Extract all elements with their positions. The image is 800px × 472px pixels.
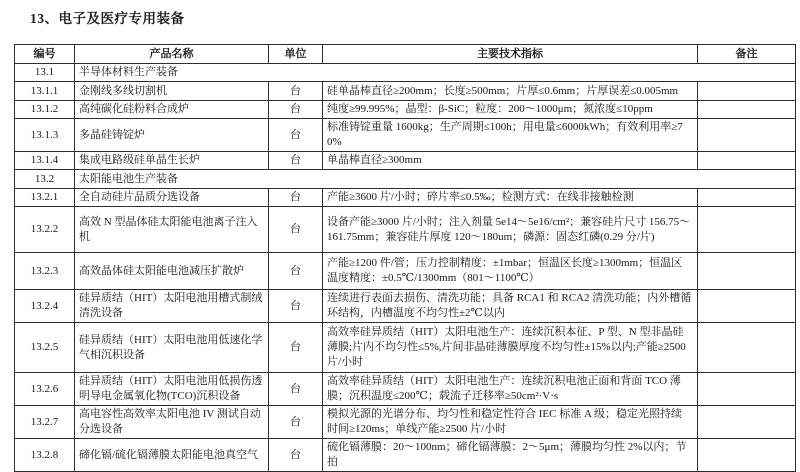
cell-product-name: 高电容性高效率太阳电池 IV 测试自动分选设备 (75, 406, 269, 439)
cell-id: 13.1.1 (15, 82, 75, 101)
cell-section-title: 半导体材料生产装备 (75, 64, 796, 82)
table-header-row (15, 45, 796, 64)
cell-unit: 台 (269, 406, 323, 439)
cell-unit: 台 (269, 439, 323, 472)
cell-product-name: 多晶硅铸锭炉 (75, 119, 269, 152)
cell-product-name: 硅异质结（HIT）太阳电池用低速化学气相沉积设备 (75, 323, 269, 373)
table-row (15, 290, 796, 323)
cell-unit: 台 (269, 101, 323, 119)
cell-unit: 台 (269, 207, 323, 253)
table-row (15, 207, 796, 253)
cell-section-title: 太阳能电池生产装备 (75, 170, 796, 189)
cell-note (698, 189, 796, 207)
cell-product-name: 高效 N 型晶体硅太阳能电池离子注入机 (75, 207, 269, 253)
cell-id: 13.2.7 (15, 406, 75, 439)
equipment-spec-table (14, 44, 796, 472)
page-title: 13、电子及医疗专用装备 (30, 11, 185, 26)
cell-note (698, 101, 796, 119)
cell-note (698, 119, 796, 152)
cell-product-name: 高效晶体硅太阳能电池减压扩散炉 (75, 253, 269, 290)
cell-spec: 产能≥1200 件/管；压力控制精度：±1mbar；恒温区长度≥1300mm；恒温区温度精度：±0.5℃/1300mm（801～1100℃） (323, 253, 698, 290)
table-row (15, 119, 796, 152)
header-spec: 主要技术指标 (323, 45, 698, 64)
header-product-name: 产品名称 (75, 45, 269, 64)
table-row-section (15, 64, 796, 82)
cell-spec: 设备产能≥3000 片/小时；注入剂量 5e14～5e16/cm²；兼容硅片尺寸 156.75～161.75mm；兼容硅片厚度 120～180um；磷源：固态红磷(0.29 分/片) (323, 207, 698, 253)
table-row (15, 373, 796, 406)
cell-unit: 台 (269, 152, 323, 170)
header-id: 编号 (15, 45, 75, 64)
cell-note (698, 253, 796, 290)
cell-id: 13.1.4 (15, 152, 75, 170)
cell-id: 13.1.3 (15, 119, 75, 152)
cell-id: 13.2 (15, 170, 75, 189)
cell-id: 13.2.2 (15, 207, 75, 253)
cell-note (698, 373, 796, 406)
cell-unit: 台 (269, 253, 323, 290)
cell-unit: 台 (269, 373, 323, 406)
cell-spec: 单晶棒直径≥300mm (323, 152, 698, 170)
cell-unit: 台 (269, 290, 323, 323)
cell-note (698, 152, 796, 170)
cell-product-name: 集成电路级硅单晶生长炉 (75, 152, 269, 170)
cell-product-name: 碲化镉/硫化镉薄膜太阳能电池真空气 (75, 439, 269, 472)
cell-spec: 模拟光源的光谱分布、均匀性和稳定性符合 IEC 标准 A 级；稳定光照持续时间≥120ms；单线产能≥2500 片/小时 (323, 406, 698, 439)
cell-id: 13.1.2 (15, 101, 75, 119)
cell-id: 13.2.6 (15, 373, 75, 406)
cell-product-name: 全自动硅片品质分选设备 (75, 189, 269, 207)
table-row-section (15, 170, 796, 189)
table-row (15, 189, 796, 207)
cell-product-name: 硅异质结（HIT）太阳电池用槽式制绒清洗设备 (75, 290, 269, 323)
cell-spec: 硅单晶棒直径≥200mm；长度≥500mm；片厚≤0.6mm；片厚误差≤0.005mm (323, 82, 698, 101)
cell-id: 13.2.1 (15, 189, 75, 207)
table-row (15, 406, 796, 439)
cell-note (698, 290, 796, 323)
table-row (15, 323, 796, 373)
cell-spec: 产能≥3600 片/小时；碎片率≤0.5‰；检测方式：在线非接触检测 (323, 189, 698, 207)
header-unit: 单位 (269, 45, 323, 64)
cell-note (698, 406, 796, 439)
table-row (15, 439, 796, 472)
cell-unit: 台 (269, 323, 323, 373)
cell-note (698, 439, 796, 472)
cell-unit: 台 (269, 82, 323, 101)
header-note: 备注 (698, 45, 796, 64)
cell-note (698, 82, 796, 101)
cell-id: 13.2.8 (15, 439, 75, 472)
cell-unit: 台 (269, 189, 323, 207)
cell-spec: 标准铸锭重量 1600kg；生产周期≤100h；用电量≤6000kWh；有效利用率≥70% (323, 119, 698, 152)
cell-id: 13.1 (15, 64, 75, 82)
cell-spec: 连续进行表面去损伤、清洗功能；具备 RCA1 和 RCA2 清洗功能；内外槽循环结构，内槽温度不均匀性±2℃以内 (323, 290, 698, 323)
table-row (15, 152, 796, 170)
cell-product-name: 高纯碳化硅粉料合成炉 (75, 101, 269, 119)
cell-spec: 纯度≥99.995%；晶型：β-SiC；粒度：200～1000μm；氮浓度≤10ppm (323, 101, 698, 119)
cell-id: 13.2.3 (15, 253, 75, 290)
cell-spec: 硫化镉薄膜：20～100nm；碲化镉薄膜：2～5μm；薄膜均匀性 2%以内；节拍 (323, 439, 698, 472)
table-row (15, 82, 796, 101)
cell-spec: 高效率硅异质结（HIT）太阳电池生产：连续沉积本征、P 型、N 型非晶硅薄膜;片内不均匀性≤5%,片间非晶硅薄膜厚度不均匀性±15%以内;产能≥2500 片/小时 (323, 323, 698, 373)
cell-id: 13.2.5 (15, 323, 75, 373)
cell-note (698, 207, 796, 253)
cell-note (698, 323, 796, 373)
cell-id: 13.2.4 (15, 290, 75, 323)
cell-product-name: 硅异质结（HIT）太阳电池用低损伤透明导电金属氧化物(TCO)沉积设备 (75, 373, 269, 406)
table-row (15, 101, 796, 119)
table-row (15, 253, 796, 290)
cell-product-name: 金刚线多线切割机 (75, 82, 269, 101)
cell-spec: 高效率硅异质结（HIT）太阳电池生产：连续沉积电池正面和背面 TCO 薄膜；沉积温度≤200℃；载流子迁移率≥50cm²·V·s (323, 373, 698, 406)
cell-unit: 台 (269, 119, 323, 152)
